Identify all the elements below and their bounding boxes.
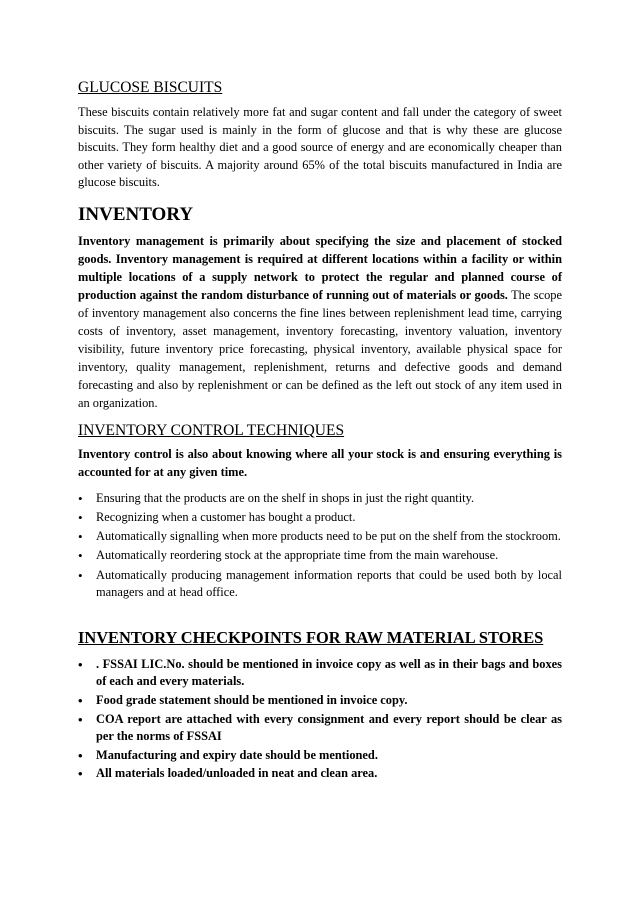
list-item: • Food grade statement should be mentioned in invoice copy. xyxy=(78,692,562,710)
checkpoints-heading: INVENTORY CHECKPOINTS FOR RAW MATERIAL STORES xyxy=(78,627,544,647)
list-item: • COA report are attached with every consignment and every report should be clear as per the norms of FSSAI xyxy=(78,711,562,746)
inventory-heading: INVENTORY xyxy=(78,203,194,225)
inventory-normal-text: The scope of inventory management also concerns the fine lines between replenishment lead time, carrying costs of inventory, asset management, inventory forecasting, inventory valuation, inventory visibility, future inventory price forecasting, physical inventory, available physical space for inventory, quality management, replenishment, returns and defective goods and demand forecasting and also by replenishment or can be defined as the left out stock of any item used in an organization. xyxy=(78,287,562,410)
inventory-bold-text: Inventory management is primarily about specifying the size and placement of stocked goods. Inventory management is required at different locations within a facility or within multiple locations of a supply network to protect the regular and planned course of production against the random disturbance of running out of materials or goods. xyxy=(78,233,562,302)
list-item: • Recognizing when a customer has bought a product. xyxy=(78,509,562,527)
control-heading: INVENTORY CONTROL TECHNIQUES xyxy=(78,421,345,439)
list-item: • Manufacturing and expiry date should be mentioned. xyxy=(78,747,562,765)
list-item: • . FSSAI LIC.No. should be mentioned in invoice copy as well as in their bags and boxes of each and every materials. xyxy=(78,656,562,691)
list-item: • All materials loaded/unloaded in neat and clean area. xyxy=(78,765,562,783)
glucose-body: These biscuits contain relatively more fat and sugar content and fall under the category of sweet biscuits. The sugar used is mainly in the form of glucose and that is why these are glucose biscuits. They form healthy diet and a good source of energy and are economically cheaper than other variety of biscuits. A majority around 65% of the total biscuits manufactured in India are glucose biscuits. xyxy=(78,105,562,190)
list-item: • Automatically producing management information reports that could be used both by local managers and at head office. xyxy=(78,567,562,602)
checkpoints-list xyxy=(78,656,562,783)
inventory-body xyxy=(78,232,562,412)
document-page xyxy=(78,0,562,784)
list-item: • Ensuring that the products are on the shelf in shops in just the right quantity. xyxy=(78,490,562,508)
glucose-heading: GLUCOSE BISCUITS xyxy=(78,79,223,96)
list-item: • Automatically reordering stock at the appropriate time from the main warehouse. xyxy=(78,547,562,565)
list-item: • Automatically signalling when more products need to be put on the shelf from the stockroom. xyxy=(78,528,562,546)
control-intro: Inventory control is also about knowing where all your stock is and ensuring everything is accounted for at any given time. xyxy=(78,446,562,479)
control-list xyxy=(78,490,562,602)
